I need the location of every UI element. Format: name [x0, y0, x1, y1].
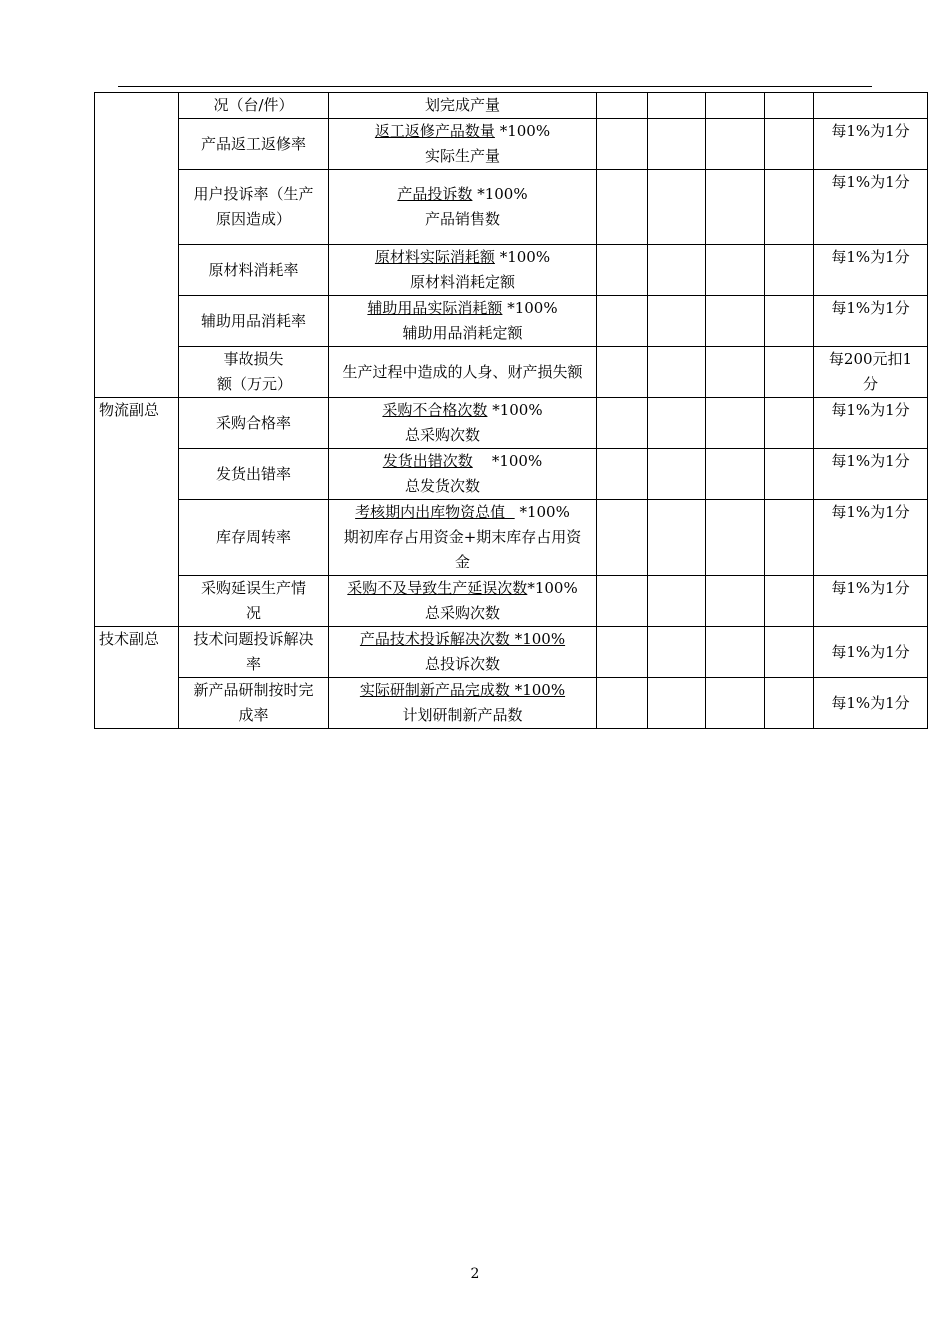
score-cell [765, 678, 814, 729]
formula-numerator: 考核期内出库物资总值 [355, 503, 515, 521]
table-row [95, 576, 928, 627]
score-cell [765, 576, 814, 627]
formula-denominator: 划完成产量 [424, 96, 500, 114]
formula-denominator: 辅助用品消耗定额 [402, 324, 523, 342]
formula-numerator: 原材料实际消耗额 [374, 248, 495, 266]
score-cell [706, 398, 765, 449]
score-cell [706, 627, 765, 678]
formula-denominator: 总投诉次数 [424, 655, 500, 673]
table-row [95, 347, 928, 398]
formula-numerator: 产品技术投诉解决次数 [359, 630, 510, 648]
score-cell [648, 398, 706, 449]
score-cell [597, 398, 648, 449]
formula-denominator: 原材料消耗定额 [409, 273, 515, 291]
formula-cell [329, 627, 597, 678]
score-cell [597, 347, 648, 398]
table-row [95, 627, 928, 678]
formula-cell [329, 500, 597, 576]
formula-numerator: 辅助用品实际消耗额 [367, 299, 503, 317]
score-cell [706, 576, 765, 627]
formula-multiplier: *100% [472, 185, 528, 203]
standard-cell: 每1%为1分 [814, 500, 928, 576]
indicator-cell: 采购合格率 [179, 398, 329, 449]
score-cell [706, 500, 765, 576]
score-cell [648, 296, 706, 347]
table-row [95, 449, 928, 500]
score-cell [765, 449, 814, 500]
table-row [95, 398, 928, 449]
formula-denominator: 总发货次数 [404, 477, 480, 495]
formula-denominator: 产品销售数 [424, 210, 500, 228]
formula-cell [329, 449, 597, 500]
table-row [95, 119, 928, 170]
formula-denominator: 期初库存占用资金+期末库存占用资金 [343, 528, 582, 571]
formula-cell [329, 119, 597, 170]
score-cell [597, 576, 648, 627]
formula-cell [329, 296, 597, 347]
score-cell [706, 93, 765, 119]
standard-cell: 每1%为1分 [814, 245, 928, 296]
score-cell [648, 119, 706, 170]
formula-multiplier: *100% [494, 248, 551, 266]
formula-denominator: 实际生产量 [424, 147, 500, 165]
score-cell [597, 500, 648, 576]
score-cell [597, 296, 648, 347]
formula-multiplier: *100% [494, 122, 551, 140]
formula-cell [329, 170, 597, 245]
score-cell [597, 627, 648, 678]
formula-multiplier: *100% [509, 681, 566, 699]
indicator-cell: 用户投诉率（生产原因造成） [179, 170, 329, 245]
score-cell [765, 245, 814, 296]
score-cell [597, 170, 648, 245]
score-cell [597, 245, 648, 296]
score-cell [597, 678, 648, 729]
formula-multiplier: *100% [487, 401, 543, 419]
formula-numerator: 采购不及导致生产延误次数 [347, 579, 528, 597]
role-cell: 物流副总 [95, 398, 179, 627]
score-cell [648, 449, 706, 500]
indicator-cell: 技术问题投诉解决率 [179, 627, 329, 678]
formula-text: 生产过程中造成的人身、财产损失额 [342, 362, 583, 381]
indicator-cell: 新产品研制按时完成率 [179, 678, 329, 729]
score-cell [765, 398, 814, 449]
standard-cell: 每1%为1分 [814, 576, 928, 627]
table-row [95, 170, 928, 245]
formula-denominator: 总采购次数 [404, 426, 480, 444]
score-cell [765, 627, 814, 678]
formula-denominator: 计划研制新产品数 [402, 706, 523, 724]
formula-denominator: 总采购次数 [424, 604, 500, 622]
table-row [95, 296, 928, 347]
indicator-cell: 库存周转率 [179, 500, 329, 576]
header-rule [118, 86, 872, 87]
formula-multiplier: *100% [527, 579, 578, 597]
standard-cell: 每1%为1分 [814, 119, 928, 170]
score-cell [597, 119, 648, 170]
indicator-cell: 发货出错率 [179, 449, 329, 500]
formula-cell [329, 576, 597, 627]
standard-cell: 每1%为1分 [814, 296, 928, 347]
formula-numerator: 采购不合格次数 [382, 401, 488, 419]
formula-numerator: 发货出错次数 [382, 452, 473, 470]
indicator-cell: 事故损失额（万元） [179, 347, 329, 398]
role-cell: 技术副总 [95, 627, 179, 729]
formula-multiplier: *100% [509, 630, 566, 648]
formula-cell [329, 245, 597, 296]
indicator-cell: 况（台/件） [179, 93, 329, 119]
formula-numerator: 实际研制新产品完成数 [359, 681, 510, 699]
score-cell [597, 449, 648, 500]
standard-cell: 每200元扣1分 [814, 347, 928, 398]
score-cell [765, 500, 814, 576]
score-cell [597, 93, 648, 119]
formula-cell [329, 347, 597, 398]
score-cell [648, 678, 706, 729]
indicator-cell: 产品返工返修率 [179, 119, 329, 170]
score-cell [648, 576, 706, 627]
formula-numerator: 返工返修产品数量 [374, 122, 495, 140]
score-cell [765, 347, 814, 398]
score-cell [765, 93, 814, 119]
table-row [95, 678, 928, 729]
kpi-table [94, 92, 928, 729]
formula-multiplier: *100% [502, 299, 558, 317]
page-number: 2 [470, 1266, 480, 1282]
indicator-cell: 原材料消耗率 [179, 245, 329, 296]
formula-multiplier: *100% [472, 452, 543, 470]
score-cell [706, 296, 765, 347]
score-cell [648, 245, 706, 296]
score-cell [648, 500, 706, 576]
standard-cell: 每1%为1分 [814, 449, 928, 500]
score-cell [706, 245, 765, 296]
score-cell [706, 347, 765, 398]
score-cell [648, 93, 706, 119]
standard-cell [814, 93, 928, 119]
standard-cell: 每1%为1分 [814, 170, 928, 245]
role-cell [95, 93, 179, 398]
standard-cell: 每1%为1分 [814, 678, 928, 729]
score-cell [648, 170, 706, 245]
indicator-cell: 采购延误生产情况 [179, 576, 329, 627]
formula-cell [329, 93, 597, 119]
score-cell [706, 449, 765, 500]
score-cell [765, 119, 814, 170]
table-row [95, 245, 928, 296]
score-cell [765, 296, 814, 347]
standard-cell: 每1%为1分 [814, 398, 928, 449]
formula-cell [329, 678, 597, 729]
score-cell [648, 347, 706, 398]
score-cell [648, 627, 706, 678]
formula-cell [329, 398, 597, 449]
standard-cell: 每1%为1分 [814, 627, 928, 678]
score-cell [765, 170, 814, 245]
table-row [95, 500, 928, 576]
formula-multiplier: *100% [514, 503, 570, 521]
score-cell [706, 678, 765, 729]
table-row [95, 93, 928, 119]
score-cell [706, 119, 765, 170]
score-cell [706, 170, 765, 245]
indicator-cell: 辅助用品消耗率 [179, 296, 329, 347]
formula-numerator: 产品投诉数 [397, 185, 473, 203]
